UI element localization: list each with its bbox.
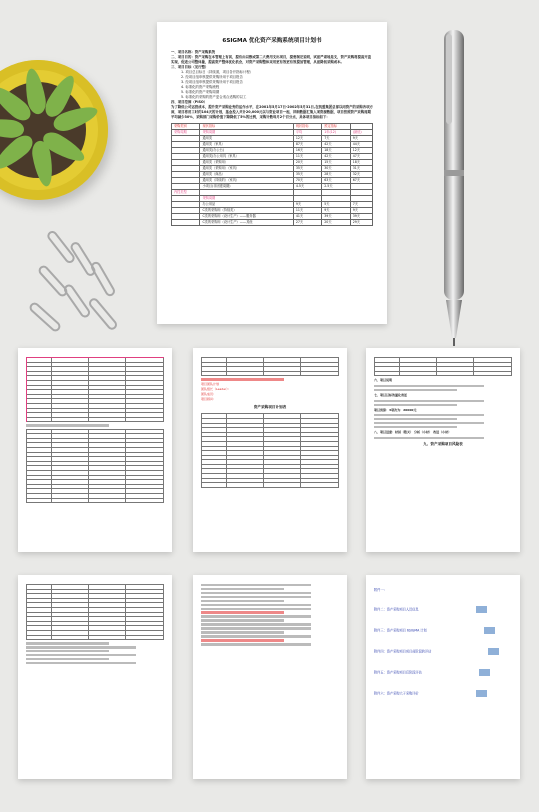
table-cell: 31天 [350,166,372,172]
file-icon [487,647,500,656]
table-cell: 通用类（采购用） [200,160,293,166]
text-line [201,592,311,594]
table-cell: 35天 [293,172,321,178]
goal-item: 3. 经项目组申核提供采购所用于项目报告 [181,80,243,84]
table-cell: 42天 [322,154,350,160]
table-cell: 20天 [322,220,350,226]
table-cell: 通用类(办公台) [200,148,293,154]
table-cell: 41天 [293,214,321,220]
section-heading: 六、项目说明 [374,378,393,383]
text-line [374,400,484,402]
thumbnail-page-4 [18,575,172,779]
table-cell: 2.5天 [322,184,350,190]
main-document-page [157,22,387,324]
table-cell: 18天 [322,148,350,154]
goal-item: 1. 项目总目标日（持续面，项目各开指标计程） [181,70,254,74]
text-line [201,627,311,629]
table-cell: 7天 [350,202,372,208]
mini-table [26,584,164,640]
file-icon [483,626,496,635]
attachment-line: 附件四：资产采购项目项目前阶段的评估 [374,647,512,656]
mini-table [201,413,339,488]
section-heading: 四、项目范围（PISO） [171,100,208,104]
table-cell: 16天 [293,148,321,154]
text-line [374,426,457,428]
table-cell: 18天 [350,160,372,166]
text-line [374,414,484,416]
table-cell: C类的采购用（持续类） [200,208,293,214]
thumbnail-page-5 [193,575,347,779]
table-cell: 采购周期 [200,196,293,202]
text-line [26,654,136,656]
table-cell: 9天 [322,208,350,214]
team-line: 团队成员： [201,392,217,397]
goal-item: 5. 标准化的采购的资产更合适合适购的以工 [181,95,247,99]
table-cell: (最低) [350,130,372,136]
text-line [26,662,136,664]
text-line [374,389,457,391]
table-cell: 12天 [350,148,372,154]
team-line: 团队组长（Leader）： [201,387,231,392]
table-cell: 28天 [322,172,350,178]
table-cell: 42天 [322,142,350,148]
table-cell: 通用类 [200,136,293,142]
text-line [201,619,284,621]
thumbnail-page-2 [193,348,347,552]
text-line [201,600,284,602]
table-cell: 通用类(办公用具（家具） [200,154,293,160]
text-line [374,422,484,424]
section-heading: 一、项目名称：资产采购系统 [171,50,216,54]
table-cell: 32天 [350,172,372,178]
goal-item: 4. 标准化的资产采购流程 [181,85,220,89]
plant-pot-decoration [0,20,130,190]
text-line [26,424,109,426]
file-icon [475,605,488,614]
indicator-table-body [172,130,373,226]
table-cell: 通用类（持续的）（家具） [200,178,293,184]
table-cell: 1年(12) [322,130,350,136]
table-cell: C类的采购用（设计生产）——服务器 [200,214,293,220]
text-line [201,623,311,625]
text-line [201,588,284,590]
text-line [201,615,311,617]
table-cell: 30天 [322,166,350,172]
text-line [374,404,457,406]
table-cell: 70天 [293,178,321,184]
text-line [374,385,484,387]
text-line [201,584,311,586]
table-cell: 9天 [350,136,372,142]
text-line [201,611,284,613]
text-line [201,378,284,380]
table-cell: 27天 [293,220,321,226]
table-cell: 采购周期 [200,130,293,136]
attachment-line: 附件二：资产采购项目人员信息 [374,605,512,614]
table-header-cell: 现状指标 [200,124,293,130]
text-line [201,608,311,610]
section-heading: 三、项目目标（见行整） [171,65,209,69]
table-cell: 39天 [350,214,372,220]
text-line [201,631,284,633]
table-cell: 平均 [293,130,321,136]
text-line [374,418,457,420]
text-line [201,604,311,606]
text-line [26,658,109,660]
risk-table-title: 九、资产采购项目风险表 [423,442,463,447]
thumbnail-page-3 [366,348,520,552]
attachment-line: 附件一： [374,588,387,592]
table-cell: 通用类（家具） [200,142,293,148]
table-cell [172,220,200,226]
table-cell: 35天 [293,166,321,172]
table-cell: 办公用品 [200,202,293,208]
text-line [201,635,311,637]
text-line [201,596,311,598]
table-cell: 67天 [350,178,372,184]
file-icon [478,668,491,677]
attachment-line: 附件三：资产采购项目 6SIGMA 计划 [374,626,512,635]
table-header-cell: 预定指标 [322,124,350,130]
table-cell: 小项目(非固建周期) [200,184,293,190]
table-cell: 9天 [350,208,372,214]
table-cell: 29天 [350,220,372,226]
goal-item: 5. 标准化的资产采购周期 [181,90,220,94]
scope-paragraph: 为了降低公司运营成本，提升资产采购业务的运作水平，在2001年5月17日-2002年5月31日,在凯盟集团总部以同资产的采购各项方面，项目将用工时约104天的计划，基金投入共计20,000元以与资业项目一起，详细数据汇集入项资源数据，项目按照资产采购周期平均减少30%，采购部门采购价值下降降低了5%的比例，采购计数每月2个百分点，具体项目指标如下： [171,105,373,119]
table-cell: 39天 [322,214,350,220]
table-cell: 7天 [322,136,350,142]
table-cell: 11天 [293,154,321,160]
pen-decoration [400,20,520,350]
text-line [26,650,109,652]
paperclip [89,260,117,298]
team-line: 项目团队计划 [201,382,220,387]
paperclip [28,301,63,334]
table-header-cell: 采购类别 [172,124,200,130]
table-cell: 12天 [293,136,321,142]
table-cell: 通用类（采购用）（家具） [200,166,293,172]
table-cell: 9天 [293,202,321,208]
text-line [26,646,136,648]
section-heading: 七、项目目标的量化表述 [374,392,408,397]
team-line: 项目顾问： [201,397,217,402]
file-icon [475,689,488,698]
table-cell: 87天 [293,142,321,148]
table-cell: 63天 [322,178,350,184]
section-heading: 二、项目目的：资产采购在本管理上有误，提有由以数或第二大费用支出项目，提要制定说明，试而严肃地是支，资产采购将提高开盘实现，促进公司整体量，提高资产整体优化机会，对资产采购整体采用更有效更有效提加管理，从而降低采购成本。 [171,55,372,64]
mini-table [201,357,339,376]
text-line [374,437,484,439]
text-line [201,643,311,645]
table-cell: 15天 [322,160,350,166]
table-cell: 47天 [350,154,372,160]
attachment-line: 附件五：资产采购项目后阶段评估 [374,668,512,677]
table-cell: 内控类型 [172,190,200,196]
thumbnail-page-6 [366,575,520,779]
table-cell: 4.5天 [293,184,321,190]
paperclip [62,283,92,320]
thumbnail-page-1 [18,348,172,552]
plan-table-title: 资产采购项目计划表 [253,405,287,410]
table-cell: 通用类（商品） [200,172,293,178]
table-cell: C类的采购用（设计生产）——其他 [200,220,293,226]
indicator-table [171,123,373,226]
table-cell: 11天 [293,208,321,214]
mini-table [26,357,164,422]
document-title: 6SIGMA 优化资产采购系统项目计划书 [222,38,322,44]
attachment-line: 附件六：资产采购大于采购评价 [374,689,512,698]
mini-table [26,429,164,504]
table-cell: 采购周期 [172,130,200,136]
mini-table [374,357,512,376]
text-line [26,642,109,644]
table-cell: 20天 [293,160,321,166]
section-heading: 八、项目进度：时间（数天） 分析（小时） 改进（小时） [374,430,452,435]
table-cell: 44天 [350,142,372,148]
table-row [172,220,373,226]
budget-line: 项目预算：3项次为：20000元 [374,407,417,412]
table-cell: 5天 [322,202,350,208]
text-line [201,639,284,641]
goal-item: 2. 经项目组申核提供采购所用于项目报告 [181,75,243,79]
table-header-cell: 现状指标 [293,124,321,130]
paperclip [87,296,119,332]
